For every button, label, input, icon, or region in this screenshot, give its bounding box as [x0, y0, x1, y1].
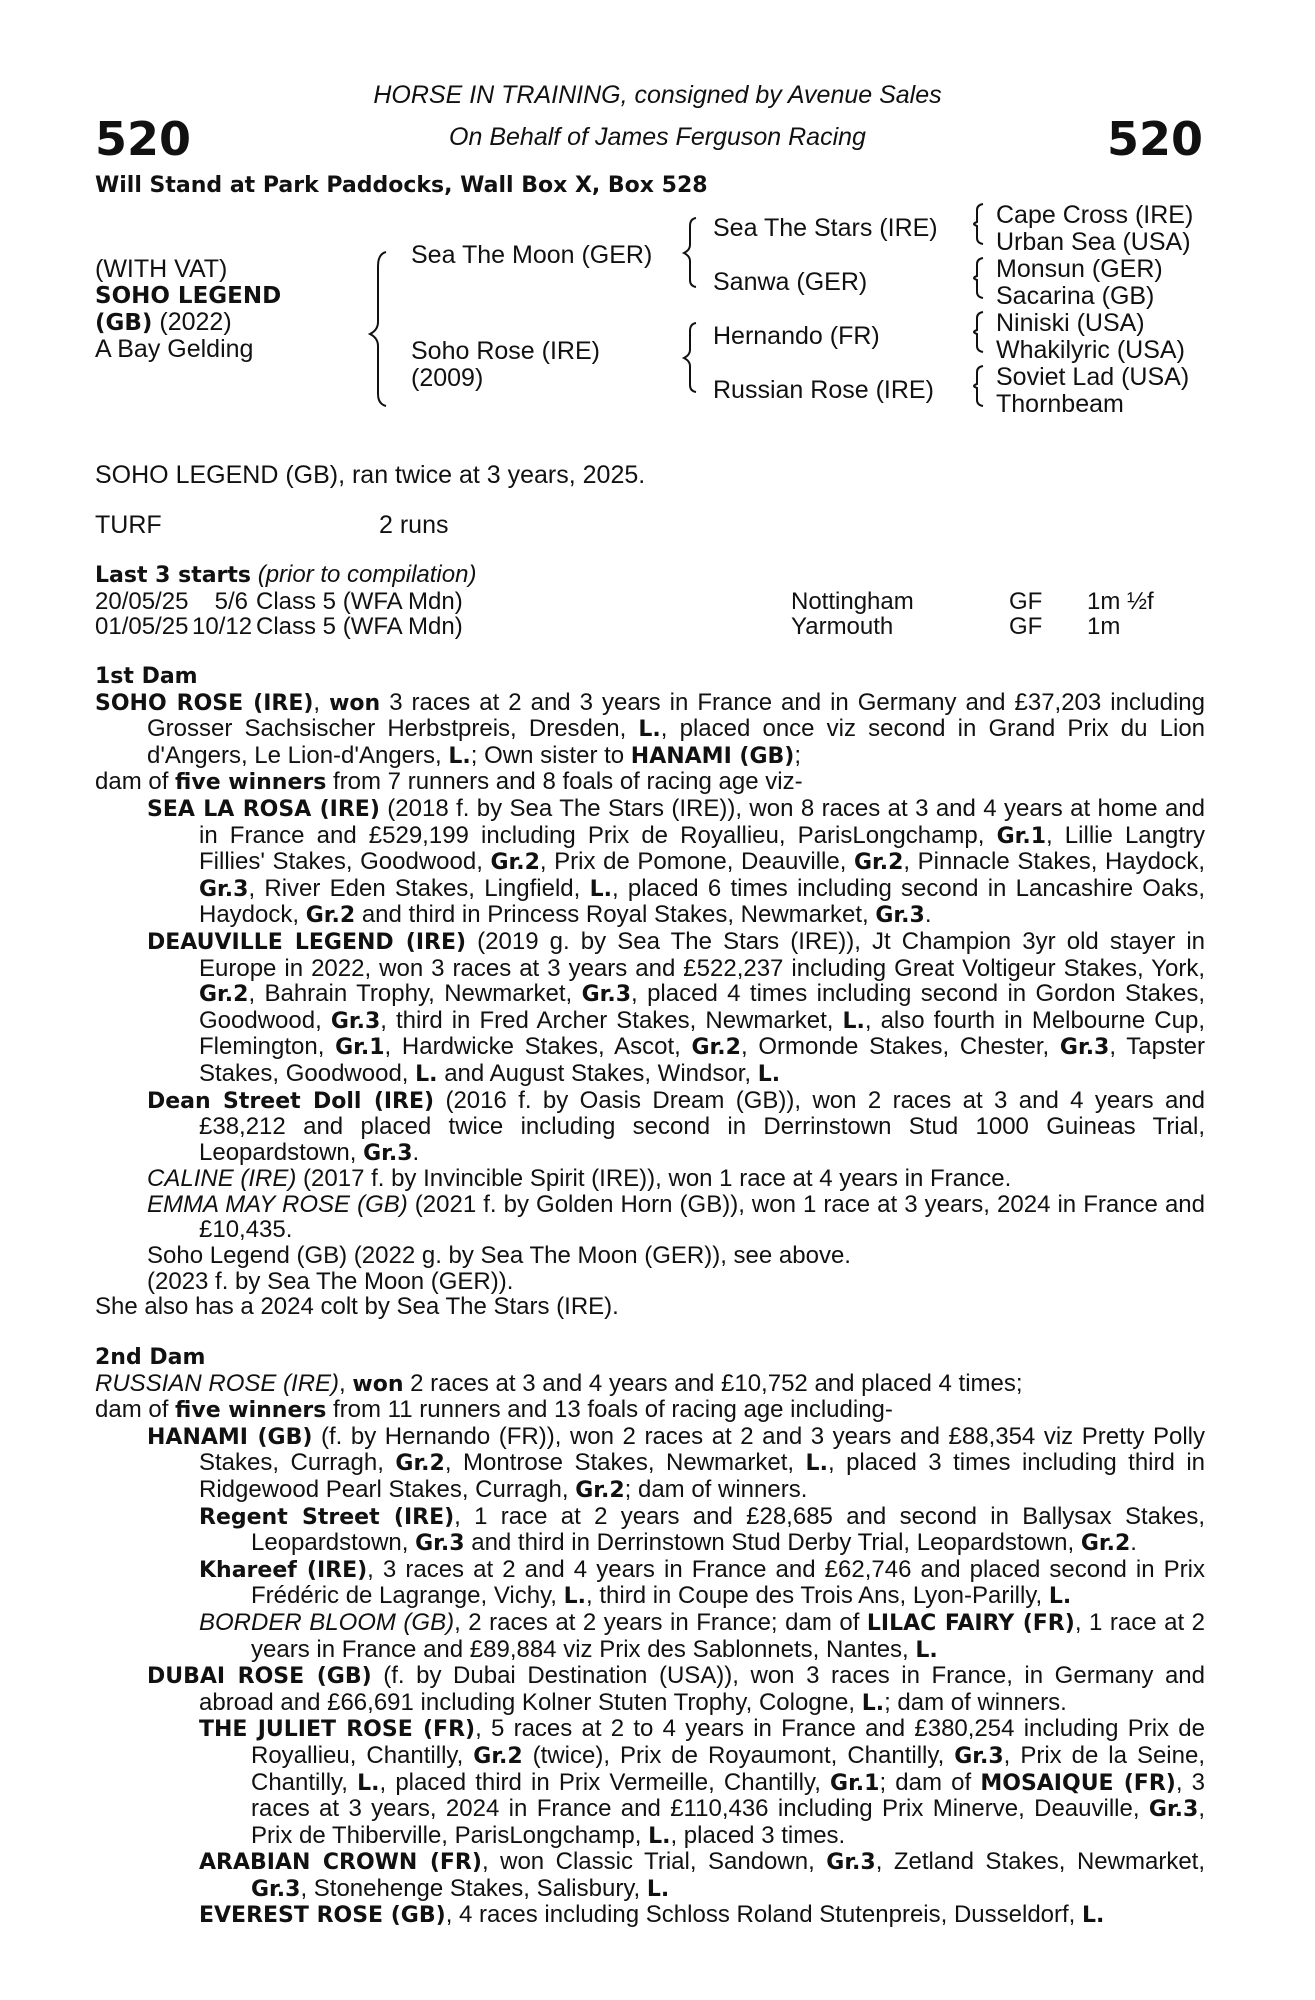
pedigree-gen3-2: Urban Sea (USA): [996, 228, 1191, 256]
produce-entry: BORDER BLOOM (GB), 2 races at 2 years in France; dam of LILAC FAIRY (FR), 1 race at 2 years in France and £89,884 viz Prix des Sablonnets, Nantes, L.: [199, 1608, 1205, 1663]
brace-gen2-sire: [684, 218, 696, 287]
produce-entry: Dean Street Doll (IRE) (2016 f. by Oasis Dream (GB)), won 2 races at 3 and 4 years and £38,212 and placed twice including second in Derrinstown Stud 1000 Guineas Trial, Leopardstown, Gr.3.: [147, 1086, 1206, 1166]
brace-gen3-2: [974, 258, 983, 298]
brace-gen3-3: [974, 312, 983, 352]
produce-entry: DUBAI ROSE (GB) (f. by Dubai Destination (USA)), won 3 races in France, in Germany and abroad and £66,691 including Kolner Stuten Trophy, Cologne, L.; dam of winners.: [147, 1662, 1205, 1716]
second-dam-main: RUSSIAN ROSE (IRE), won 2 races at 3 and 4 years and £10,752 and placed 4 times;: [95, 1369, 1023, 1397]
pedigree-gen3-1: Cape Cross (IRE): [996, 201, 1194, 229]
brace-gen3-4: [974, 366, 983, 406]
pedigree-gen3-5: Niniski (USA): [996, 309, 1145, 337]
last-starts-section: [95, 562, 1205, 640]
produce-entry: EMMA MAY ROSE (GB) (2021 f. by Golden Horn (GB)), won 1 race at 3 years, 2024 in France and £10,435.: [147, 1190, 1205, 1244]
on-behalf-line: On Behalf of James Ferguson Racing: [449, 123, 866, 151]
first-dam-closing: She also has a 2024 colt by Sea The Stars (IRE).: [95, 1293, 619, 1321]
start-course: Yarmouth: [791, 613, 894, 641]
lot-number-left: 520: [95, 112, 192, 166]
first-dam-title: 1st Dam: [95, 664, 198, 689]
turf-label: TURF: [95, 511, 162, 539]
start-race: Class 5 (WFA Mdn): [256, 587, 463, 615]
pedigree-gen3-8: Thornbeam: [996, 390, 1124, 418]
start-position: 5/6: [214, 587, 248, 615]
produce-entry: CALINE (IRE) (2017 f. by Invincible Spirit (IRE)), won 1 race at 4 years in France.: [147, 1165, 1012, 1193]
start-date: 20/05/25: [95, 587, 189, 615]
start-course: Nottingham: [791, 587, 914, 615]
vat-note: (WITH VAT): [95, 255, 228, 283]
start-row: [95, 589, 1205, 615]
start-position: 10/12: [192, 613, 253, 641]
start-date: 01/05/25: [95, 613, 189, 641]
last-starts-note: (prior to compilation): [251, 561, 477, 588]
pedigree-gen3-7: Soviet Lad (USA): [996, 363, 1190, 391]
pedigree-sire-sire: Sea The Stars (IRE): [713, 214, 938, 242]
start-distance: 1m ½f: [1087, 587, 1154, 615]
horse-year: (2022): [152, 308, 232, 336]
pedigree-sire-dam: Sanwa (GER): [713, 268, 868, 296]
second-dam-title: 2nd Dam: [95, 1345, 206, 1370]
second-dam-produce-intro: dam of five winners from 11 runners and 13 foals of racing age including-: [95, 1396, 893, 1424]
second-dam-produce-list: [95, 1424, 1205, 1929]
start-distance: 1m: [1087, 613, 1121, 641]
last-starts-title: Last 3 starts: [95, 563, 252, 588]
race-summary: SOHO LEGEND (GB), ran twice at 3 years, 2025.: [95, 461, 646, 489]
produce-entry: (2023 f. by Sea The Moon (GER)).: [147, 1267, 514, 1295]
start-going: GF: [1009, 613, 1043, 641]
stand-location: Will Stand at Park Paddocks, Wall Box X, Box 528: [95, 173, 708, 198]
produce-entry: THE JULIET ROSE (FR), 5 races at 2 to 4 years in France and £380,254 including Prix de Royallieu, Chantilly, Gr.2 (twice), Prix de Royaumont, Chantilly, Gr.3, Prix de la Seine, Chantilly, L., placed third in Prix Vermeille, Chantilly, Gr.1; dam of MOSAIQUE (FR), 3 races at 3 years, 2024 in France and £110,436 including Prix Minerve, Deauville, Gr.3, Prix de Thiberville, ParisLongchamp, L., placed 3 times.: [199, 1715, 1206, 1849]
pedigree-gen3-4: Sacarina (GB): [996, 282, 1155, 310]
brace-gen3-1: [974, 204, 983, 244]
produce-entry: EVEREST ROSE (GB), 4 races including Schloss Roland Stutenpreis, Dusseldorf, L.: [199, 1901, 1105, 1929]
horse-name: SOHO LEGEND: [95, 283, 282, 309]
pedigree-dam-dam: Russian Rose (IRE): [713, 376, 934, 404]
brace-gen2-dam: [684, 323, 696, 392]
produce-entry: SEA LA ROSA (IRE) (2018 f. by Sea The Stars (IRE)), won 8 races at 3 and 4 years at home and in France and £529,199 including Prix de Royallieu, ParisLongchamp, Gr.1, Lillie Langtry Fillies' Stakes, Goodwood, Gr.2, Prix de Pomone, Deauville, Gr.2, Pinnacle Stakes, Haydock, Gr.3, River Eden Stakes, Lingfield, L., placed 6 times including second in Lancashire Oaks, Haydock, Gr.2 and third in Princess Royal Stakes, Newmarket, Gr.3.: [147, 794, 1206, 929]
produce-entry: Regent Street (IRE), 1 race at 2 years and £28,685 and second in Ballysax Stakes, Leopardstown, Gr.3 and third in Derrinstown Stud Derby Trial, Leopardstown, Gr.2.: [199, 1502, 1205, 1557]
produce-entry: ARABIAN CROWN (FR), won Classic Trial, Sandown, Gr.3, Zetland Stakes, Newmarket, Gr.3, Stonehenge Stakes, Salisbury, L.: [199, 1848, 1206, 1902]
turf-runs: 2 runs: [379, 511, 449, 539]
produce-entry: Soho Legend (GB) (2022 g. by Sea The Moon (GER)), see above.: [147, 1242, 851, 1270]
consignor-line: HORSE IN TRAINING, consigned by Avenue Sales: [373, 81, 942, 109]
horse-description: A Bay Gelding: [95, 335, 254, 363]
produce-entry: HANAMI (GB) (f. by Hernando (FR)), won 2 races at 2 and 3 years and £88,354 viz Pretty Polly Stakes, Curragh, Gr.2, Montrose Stakes, Newmarket, L., placed 3 times including third in Ridgewood Pearl Stakes, Curragh, Gr.2; dam of winners.: [147, 1422, 1206, 1503]
lot-number-right: 520: [1106, 112, 1203, 166]
pedigree-gen3-6: Whakilyric (USA): [996, 336, 1185, 364]
first-dam-main: SOHO ROSE (IRE), won 3 races at 2 and 3 years in France and in Germany and £37,203 including Grosser Sachsischer Herbstpreis, Dresden, L., placed once viz second in Grand Prix du Lion d'Angers, Le Lion-d'Angers, L.; Own sister to HANAMI (GB);: [95, 688, 1206, 769]
start-row: [95, 614, 1205, 640]
pedigree-dam-sire: Hernando (FR): [713, 322, 880, 350]
last-starts-heading: [95, 562, 1205, 589]
produce-entry: DEAUVILLE LEGEND (IRE) (2019 g. by Sea The Stars (IRE)), Jt Champion 3yr old stayer in Europe in 2022, won 3 races at 3 years and £522,237 including Great Voltigeur Stakes, York, Gr.2, Bahrain Trophy, Newmarket, Gr.3, placed 4 times including second in Gordon Stakes, Goodwood, Gr.3, third in Fred Archer Stakes, Newmarket, L., also fourth in Melbourne Cup, Flemington, Gr.1, Hardwicke Stakes, Ascot, Gr.2, Ormonde Stakes, Chester, Gr.3, Tapster Stakes, Goodwood, L. and August Stakes, Windsor, L.: [147, 927, 1206, 1087]
pedigree-dam: Soho Rose (IRE): [411, 337, 600, 365]
pedigree-dam-year: (2009): [411, 364, 484, 392]
start-going: GF: [1009, 587, 1043, 615]
first-dam-produce-intro: dam of five winners from 7 runners and 8 foals of racing age viz-: [95, 768, 803, 796]
first-dam-section: [95, 664, 1205, 1320]
horse-origin: (GB): [95, 310, 153, 336]
start-race: Class 5 (WFA Mdn): [256, 613, 463, 641]
second-dam-section: [95, 1345, 1205, 1929]
pedigree-gen3-3: Monsun (GER): [996, 255, 1163, 283]
brace-gen1: [370, 252, 386, 406]
pedigree-sire: Sea The Moon (GER): [411, 241, 653, 269]
produce-entry: Khareef (IRE), 3 races at 2 and 4 years in France and £62,746 and placed second in Prix Frédéric de Lagrange, Vichy, L., third in Coupe des Trois Ans, Lyon-Parilly, L.: [199, 1555, 1206, 1610]
